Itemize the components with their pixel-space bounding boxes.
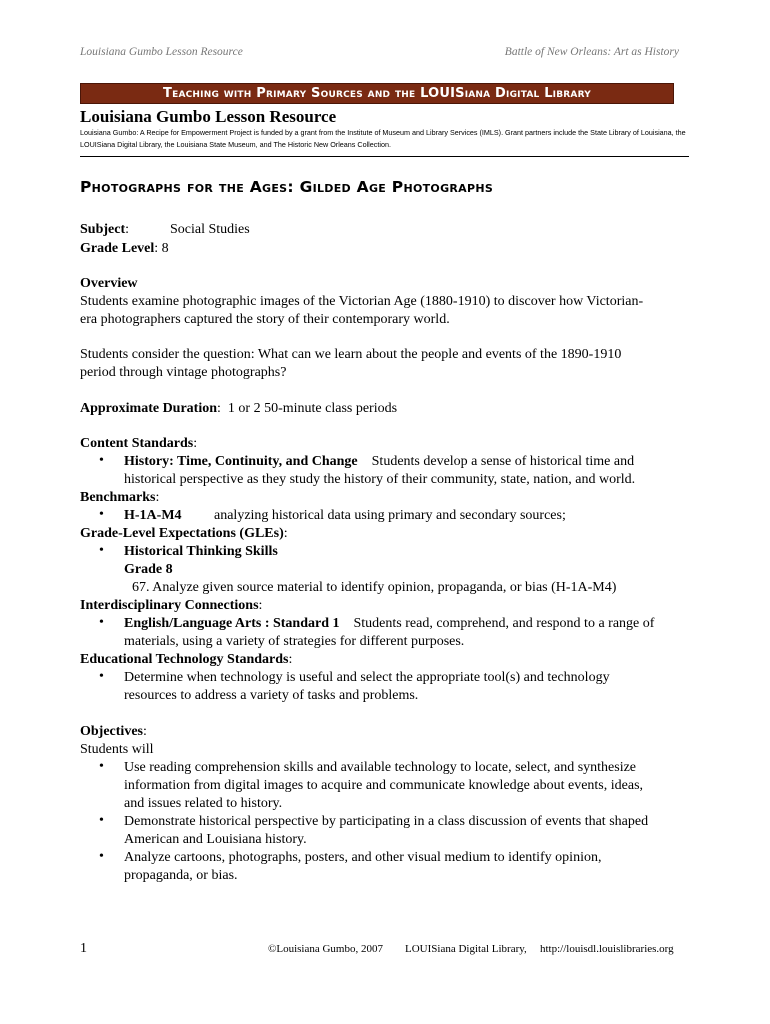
running-header-right: Battle of New Orleans: Art as History bbox=[504, 46, 679, 58]
interdisciplinary-heading: Interdisciplinary Connections: bbox=[80, 598, 263, 613]
subject-label: Subject bbox=[80, 222, 126, 237]
gle-heading-text: Grade-Level Expectations (GLEs) bbox=[80, 526, 284, 541]
bullet-icon: • bbox=[99, 453, 104, 468]
objective-text: Use reading comprehension skills and available technology to locate, select, and synthesize bbox=[124, 760, 637, 775]
bullet-icon: • bbox=[99, 849, 104, 864]
funding-description bbox=[80, 127, 690, 151]
objective-text: Analyze cartoons, photographs, posters, and other visual medium to identify opinion, bbox=[124, 850, 602, 865]
overview-line: era photographers captured the story of their contemporary world. bbox=[80, 312, 450, 327]
gle-skill bbox=[124, 543, 278, 561]
program-banner: Teaching with Primary Sources and the LOUISiana Digital Library bbox=[80, 83, 674, 104]
content-standard-name: History: Time, Continuity, and Change bbox=[124, 454, 358, 469]
interdisciplinary-text: Students read, comprehend, and respond to a range of bbox=[353, 616, 655, 631]
edtech-heading-text: Educational Technology Standards bbox=[80, 652, 289, 667]
benchmarks-heading: Benchmarks: bbox=[80, 490, 160, 505]
objective-text: information from digital images to acquire and communicate knowledge about events, ideas, bbox=[124, 778, 644, 793]
edtech-heading: Educational Technology Standards: bbox=[80, 652, 293, 667]
overview-heading-text: Overview bbox=[80, 276, 138, 291]
duration-line: Approximate Duration: 1 or 2 50-minute class periods bbox=[80, 401, 398, 416]
lesson-title: Photographs for the Ages: Gilded Age Photographs bbox=[80, 178, 494, 196]
grade-value: 8 bbox=[161, 241, 169, 256]
edtech-text: Determine when technology is useful and select the appropriate tool(s) and technology bbox=[124, 670, 610, 685]
header-divider bbox=[80, 156, 689, 157]
objective-text: American and Louisiana history. bbox=[124, 832, 307, 847]
subject-line: Subject: bbox=[80, 222, 130, 237]
resource-title: Louisiana Gumbo Lesson Resource bbox=[80, 107, 337, 126]
funding-line: LOUISiana Digital Library, the Louisiana State Museum, and The Historic New Orleans Collection. bbox=[80, 140, 391, 149]
overview-line: Students consider the question: What can we learn about the people and events of the 1890-1910 bbox=[80, 347, 622, 362]
content-standards-heading-text: Content Standards bbox=[80, 436, 194, 451]
bullet-icon: • bbox=[99, 669, 104, 684]
objectives-intro: Students will bbox=[80, 742, 154, 757]
objective-text: propaganda, or bias. bbox=[124, 868, 238, 883]
edtech-text: resources to address a variety of tasks and problems. bbox=[124, 688, 419, 703]
content-standards-heading: Content Standards: bbox=[80, 436, 198, 451]
benchmark-code-text: H-1A-M4 bbox=[124, 508, 182, 523]
grade-label: Grade Level bbox=[80, 241, 155, 256]
content-standard-text: historical perspective as they study the history of their community, state, nation, and world. bbox=[124, 472, 636, 487]
interdisciplinary-heading-text: Interdisciplinary Connections bbox=[80, 598, 259, 613]
bullet-icon: • bbox=[99, 543, 104, 558]
gle-grade-text: Grade 8 bbox=[124, 562, 173, 577]
bullet-icon: • bbox=[99, 615, 104, 630]
subject-value: Social Studies bbox=[170, 222, 250, 237]
footer-url[interactable]: http://louisdl.louislibraries.org bbox=[540, 943, 674, 955]
overview-heading bbox=[80, 275, 138, 293]
benchmark-code bbox=[124, 507, 182, 525]
grade-line: Grade Level: 8 bbox=[80, 241, 169, 256]
bullet-icon: • bbox=[99, 813, 104, 828]
footer-copyright: ©Louisiana Gumbo, 2007 bbox=[268, 943, 383, 955]
interdisciplinary-standard: English/Language Arts : Standard 1 bbox=[124, 616, 340, 631]
content-standard-item bbox=[124, 453, 634, 471]
running-header-left: Louisiana Gumbo Lesson Resource bbox=[80, 46, 243, 58]
gle-heading: Grade-Level Expectations (GLEs): bbox=[80, 526, 288, 541]
overview-line: Students examine photographic images of the Victorian Age (1880-1910) to discover how Victorian- bbox=[80, 294, 644, 309]
objective-text: and issues related to history. bbox=[124, 796, 283, 811]
bullet-icon: • bbox=[99, 507, 104, 522]
interdisciplinary-item bbox=[124, 615, 654, 633]
objectives-heading: Objectives: bbox=[80, 724, 147, 739]
gle-text: 67. Analyze given source material to identify opinion, propaganda, or bias (H-1A-M4) bbox=[132, 580, 617, 595]
bullet-icon: • bbox=[99, 759, 104, 774]
duration-label: Approximate Duration bbox=[80, 401, 218, 416]
overview-line: period through vintage photographs? bbox=[80, 365, 287, 380]
footer-library: LOUISiana Digital Library, bbox=[405, 943, 527, 955]
gle-skill-text: Historical Thinking Skills bbox=[124, 544, 278, 559]
interdisciplinary-text: materials, using a variety of strategies for different purposes. bbox=[124, 634, 465, 649]
funding-line: Louisiana Gumbo: A Recipe for Empowerment Project is funded by a grant from the Institute of Museum and Library Services (IMLS). Grant partners include the State Library of Louisiana, the bbox=[80, 128, 686, 137]
page-number: 1 bbox=[80, 941, 87, 956]
duration-value: 1 or 2 50-minute class periods bbox=[227, 401, 398, 416]
benchmarks-heading-text: Benchmarks bbox=[80, 490, 156, 505]
objective-text: Demonstrate historical perspective by participating in a class discussion of events that shaped bbox=[124, 814, 649, 829]
content-standard-text: Students develop a sense of historical time and bbox=[371, 454, 635, 469]
objectives-heading-text: Objectives bbox=[80, 724, 143, 739]
benchmark-text: analyzing historical data using primary and secondary sources; bbox=[214, 508, 566, 523]
gle-grade bbox=[124, 561, 173, 579]
